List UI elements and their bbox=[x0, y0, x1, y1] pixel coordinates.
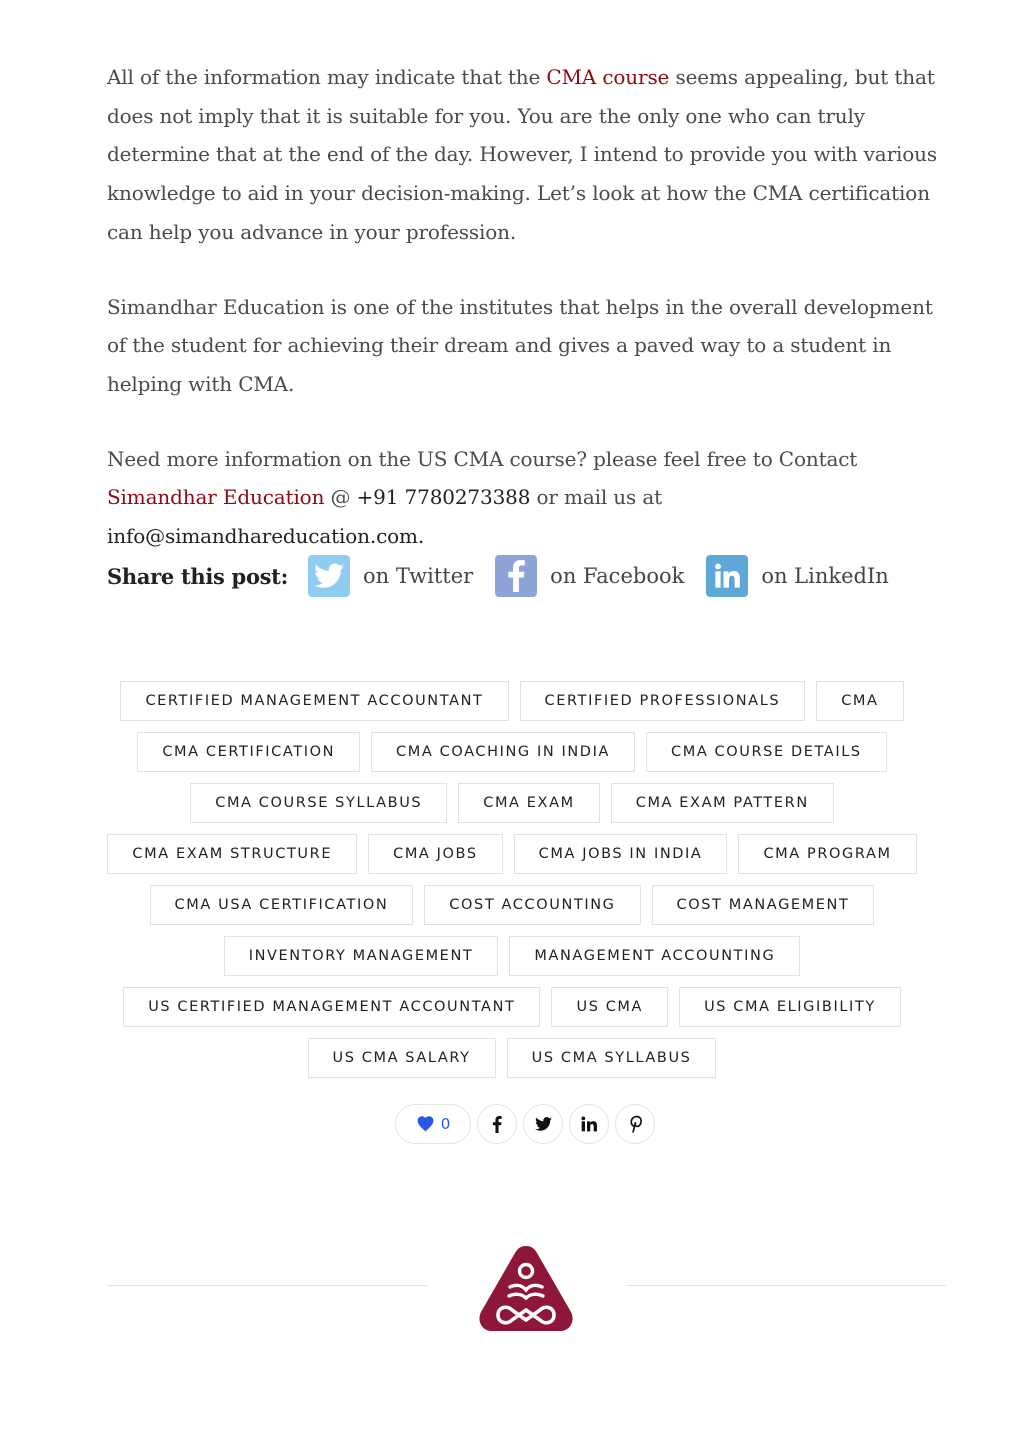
tag-cloud bbox=[100, 681, 924, 1078]
tag-link[interactable]: CMA EXAM bbox=[458, 783, 600, 823]
linkedin-icon bbox=[706, 555, 748, 597]
share-linkedin-link[interactable] bbox=[706, 555, 888, 597]
paragraph-intro-text-end: seems appealing, but that does not imply that it is suitable for you. You are the only one who can truly determine that at the end of the day. However, I intend to provide you with various knowledge to aid in your decision-making. Let’s look at how the CMA certification can help you advance in your profession. bbox=[107, 65, 937, 244]
facebook-icon bbox=[495, 555, 537, 597]
pinterest-icon bbox=[628, 1115, 642, 1133]
tag-link[interactable]: CMA EXAM PATTERN bbox=[611, 783, 834, 823]
logo-mark bbox=[474, 1240, 578, 1338]
tag-link[interactable]: US CMA bbox=[551, 987, 668, 1027]
like-button[interactable] bbox=[395, 1104, 471, 1144]
contact-mail-text: or mail us at bbox=[530, 485, 663, 510]
tag-link[interactable]: CMA COURSE DETAILS bbox=[646, 732, 887, 772]
tag-link[interactable]: CMA JOBS IN INDIA bbox=[514, 834, 728, 874]
paragraph-simandhar: Simandhar Education is one of the institutes that helps in the overall development of the student for achieving their dream and gives a paved way to a student in helping with CMA. bbox=[107, 294, 933, 396]
tag-link[interactable]: CMA USA CERTIFICATION bbox=[150, 885, 414, 925]
tag-link[interactable]: US CMA ELIGIBILITY bbox=[679, 987, 901, 1027]
article-body bbox=[107, 58, 952, 592]
linkedin-icon bbox=[581, 1116, 597, 1132]
pinterest-share-button[interactable] bbox=[615, 1104, 655, 1144]
share-facebook-label: on Facebook bbox=[550, 564, 685, 588]
tag-link[interactable]: CMA COURSE SYLLABUS bbox=[190, 783, 447, 823]
twitter-share-button[interactable] bbox=[523, 1104, 563, 1144]
tag-link[interactable]: CMA COACHING IN INDIA bbox=[371, 732, 635, 772]
twitter-icon bbox=[308, 555, 350, 597]
footer-divider-right bbox=[626, 1285, 946, 1286]
simandhar-education-link[interactable]: Simandhar Education bbox=[107, 485, 325, 510]
tag-link[interactable]: COST MANAGEMENT bbox=[652, 885, 875, 925]
tag-link[interactable]: CMA bbox=[816, 681, 903, 721]
like-count: 0 bbox=[440, 1115, 451, 1133]
share-label: Share this post: bbox=[107, 563, 289, 589]
twitter-icon bbox=[535, 1117, 552, 1131]
contact-email[interactable]: info@simandhareducation.com. bbox=[107, 524, 425, 549]
tag-link[interactable]: MANAGEMENT ACCOUNTING bbox=[509, 936, 800, 976]
footer-divider-left bbox=[107, 1285, 427, 1286]
share-twitter-label: on Twitter bbox=[363, 564, 474, 588]
facebook-share-button[interactable] bbox=[477, 1104, 517, 1144]
heart-icon bbox=[416, 1116, 435, 1133]
post-social-bar bbox=[395, 1104, 655, 1144]
share-row bbox=[107, 554, 911, 598]
tag-link[interactable]: CMA PROGRAM bbox=[738, 834, 916, 874]
contact-phone[interactable]: +91 7780273388 bbox=[356, 485, 531, 510]
cma-course-link[interactable]: CMA course bbox=[546, 65, 670, 89]
facebook-icon bbox=[492, 1116, 502, 1133]
tag-link[interactable]: CMA JOBS bbox=[368, 834, 503, 874]
tag-link[interactable]: CERTIFIED PROFESSIONALS bbox=[520, 681, 806, 721]
tag-link[interactable]: COST ACCOUNTING bbox=[424, 885, 640, 925]
tag-link[interactable]: CMA EXAM STRUCTURE bbox=[107, 834, 357, 874]
share-twitter-link[interactable] bbox=[308, 555, 473, 597]
tag-link[interactable]: CMA CERTIFICATION bbox=[137, 732, 360, 772]
paragraph-intro bbox=[107, 58, 952, 252]
paragraph-contact bbox=[107, 440, 952, 556]
paragraph-intro-text-start: All of the information may indicate that the bbox=[107, 65, 547, 89]
tag-link[interactable]: US CMA SYLLABUS bbox=[507, 1038, 717, 1078]
simandhar-logo[interactable] bbox=[456, 1222, 596, 1356]
linkedin-share-button[interactable] bbox=[569, 1104, 609, 1144]
tag-link[interactable]: INVENTORY MANAGEMENT bbox=[224, 936, 499, 976]
tag-link[interactable]: US CMA SALARY bbox=[308, 1038, 496, 1078]
contact-text-start: Need more information on the US CMA course? please feel free to Contact bbox=[107, 446, 858, 471]
share-facebook-link[interactable] bbox=[495, 555, 684, 597]
tag-link[interactable]: US CERTIFIED MANAGEMENT ACCOUNTANT bbox=[123, 987, 540, 1027]
tag-link[interactable]: CERTIFIED MANAGEMENT ACCOUNTANT bbox=[120, 681, 508, 721]
share-linkedin-label: on LinkedIn bbox=[761, 564, 889, 588]
contact-at: @ bbox=[324, 485, 357, 510]
